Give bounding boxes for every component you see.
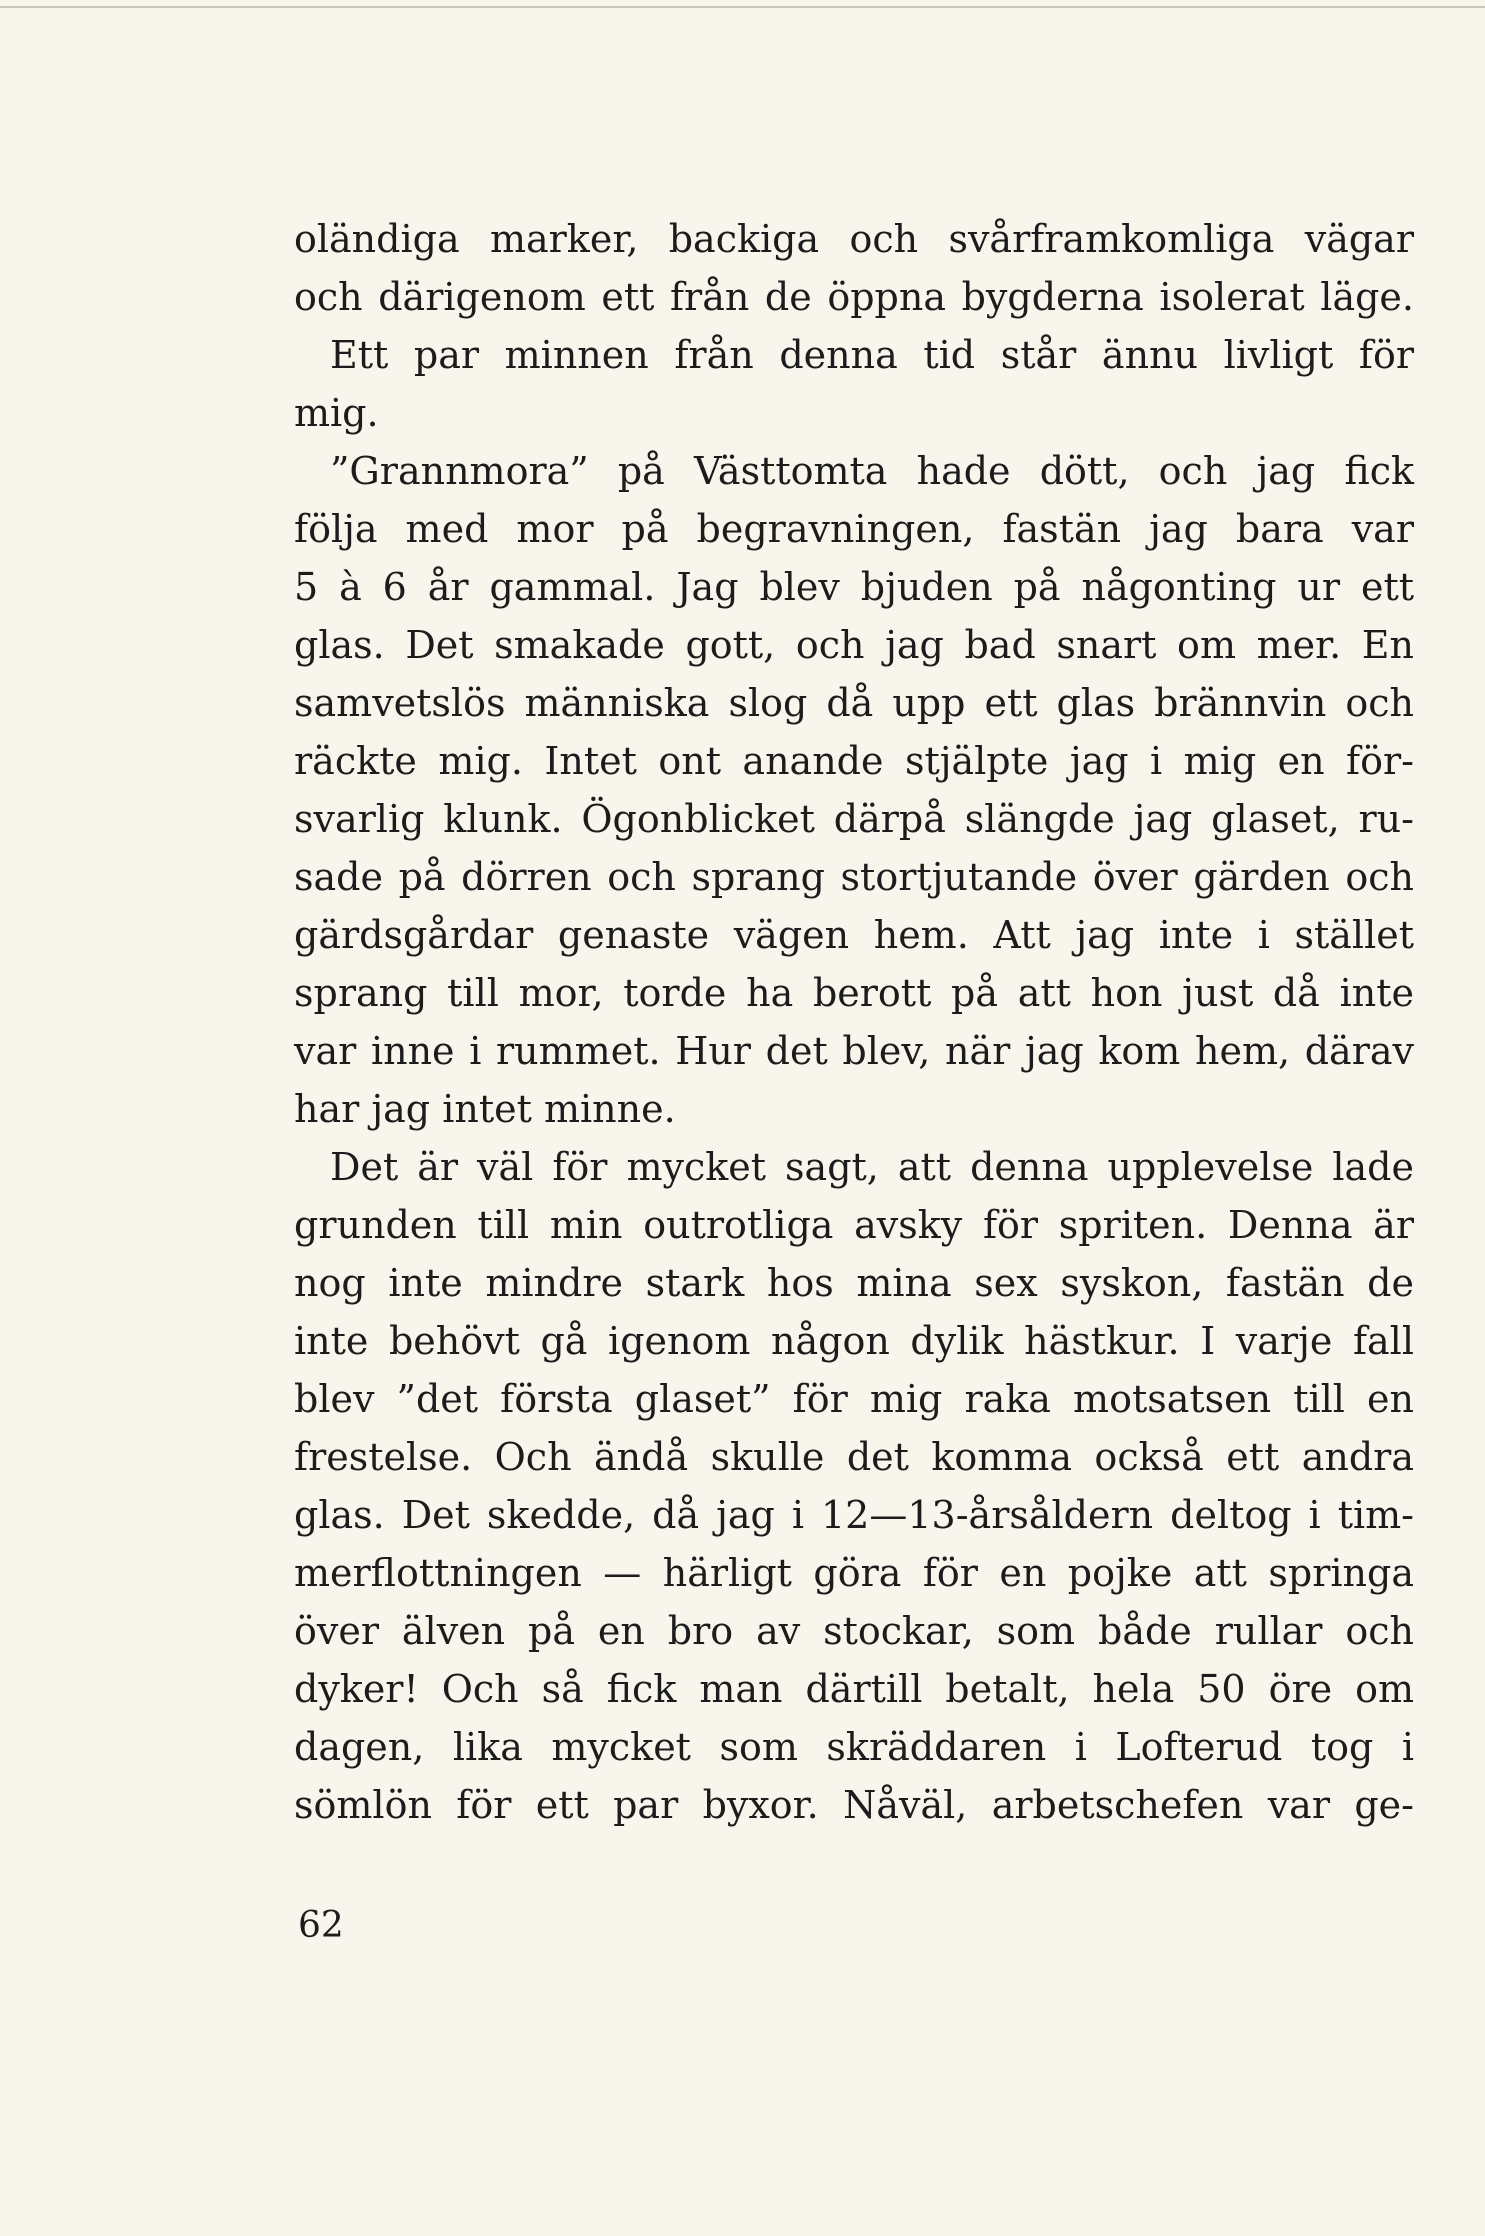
text-line: dagen, lika mycket som skräddaren i Lofterud tog i <box>294 1725 1414 1769</box>
text-line: frestelse. Och ändå skulle det komma också ett andra <box>294 1435 1414 1479</box>
text-line: gärdsgårdar genaste vägen hem. Att jag inte i stället <box>294 913 1414 957</box>
text-line: samvetslös människa slog då upp ett glas brännvin och <box>294 681 1414 725</box>
text-line: oländiga marker, backiga och svårframkomliga vägar <box>294 217 1414 261</box>
text-line: har jag intet minne. <box>294 1087 676 1131</box>
text-line: 5 à 6 år gammal. Jag blev bjuden på någonting ur ett <box>294 565 1414 609</box>
text-line: var inne i rummet. Hur det blev, när jag kom hem, därav <box>294 1029 1414 1073</box>
text-line: och därigenom ett från de öppna bygderna isolerat läge. <box>294 275 1414 319</box>
text-line: räckte mig. Intet ont anande stjälpte jag i mig en för- <box>294 739 1414 783</box>
text-line: grunden till min outrotliga avsky för spriten. Denna är <box>294 1203 1414 1247</box>
text-line: inte behövt gå igenom någon dylik hästkur. I varje fall <box>294 1319 1414 1363</box>
text-line: nog inte mindre stark hos mina sex syskon, fastän de <box>294 1261 1414 1305</box>
text-line: blev ”det första glaset” för mig raka motsatsen till en <box>294 1377 1414 1421</box>
text-line: svarlig klunk. Ögonblicket därpå slängde jag glaset, ru- <box>294 797 1414 841</box>
text-line: ”Grannmora” på Västtomta hade dött, och jag fick <box>330 449 1414 493</box>
text-line: följa med mor på begravningen, fastän jag bara var <box>294 507 1414 551</box>
page-top-edge <box>0 6 1485 8</box>
text-line: över älven på en bro av stockar, som både rullar och <box>294 1609 1414 1653</box>
text-line: Ett par minnen från denna tid står ännu livligt för <box>330 333 1414 377</box>
text-line: mig. <box>294 391 379 435</box>
text-line: sömlön för ett par byxor. Nåväl, arbetschefen var ge- <box>294 1783 1414 1827</box>
text-line: glas. Det smakade gott, och jag bad snart om mer. En <box>294 623 1414 667</box>
text-line: sprang till mor, torde ha berott på att hon just då inte <box>294 971 1414 1015</box>
text-line: merflottningen — härligt göra för en pojke att springa <box>294 1551 1414 1595</box>
text-line: dyker! Och så fick man därtill betalt, hela 50 öre om <box>294 1667 1414 1711</box>
text-line: Det är väl för mycket sagt, att denna upplevelse lade <box>330 1145 1414 1189</box>
text-line: glas. Det skedde, då jag i 12—13-årsåldern deltog i tim- <box>294 1493 1414 1537</box>
page-number: 62 <box>298 1905 344 1946</box>
text-line: sade på dörren och sprang stortjutande över gärden och <box>294 855 1414 899</box>
body-text <box>294 210 1414 1834</box>
